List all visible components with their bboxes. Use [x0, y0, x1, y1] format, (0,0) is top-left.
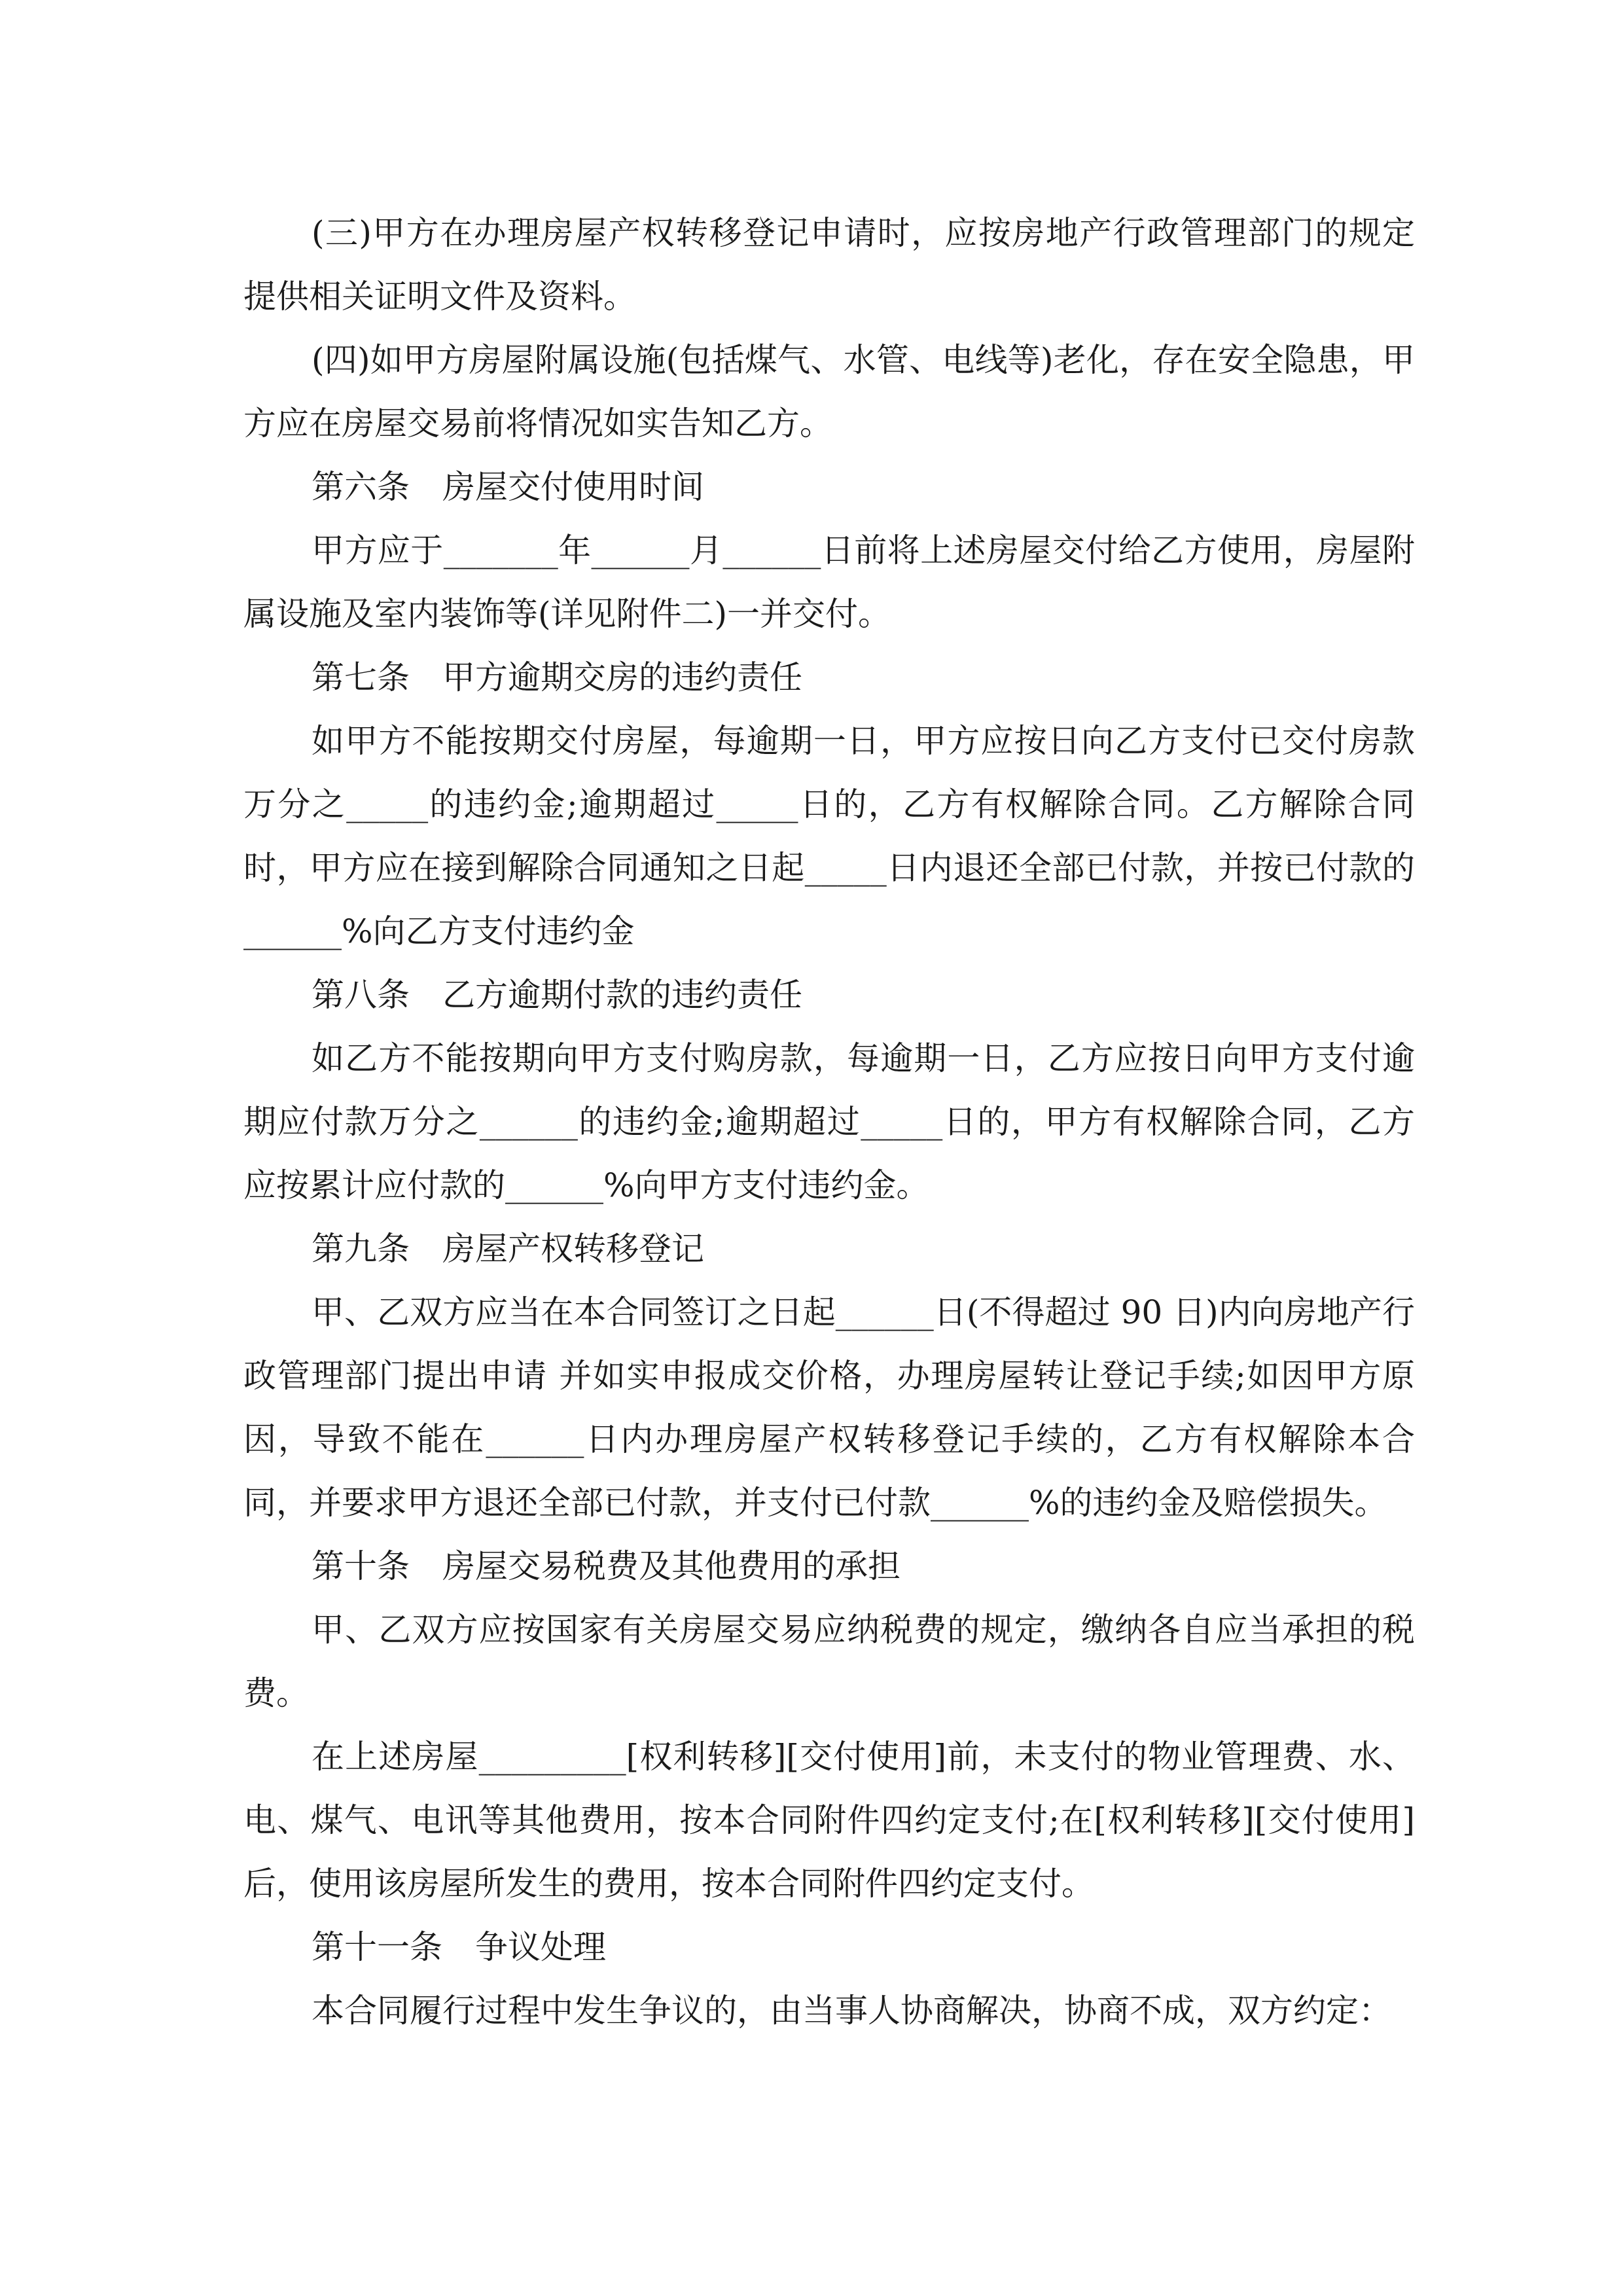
article-9-heading: 第九条 房屋产权转移登记	[312, 1230, 704, 1268]
article-11-heading: 第十一条 争议处理	[312, 1928, 606, 1966]
article-10-body-1: 甲、乙双方应按国家有关房屋交易应纳税费的规定，缴纳各自应当承担的税费。	[243, 1611, 1415, 1712]
article-8-heading: 第八条 乙方逾期付款的违约责任	[312, 976, 802, 1014]
article-10-body-2: 在上述房屋_________[权利转移][交付使用]前，未支付的物业管理费、水、电、煤气、电讯等其他费用，按本合同附件四约定支付;在[权利转移][交付使用]后，使用该房屋所发生的费用，按本合同附件四约定支付。	[243, 1738, 1415, 1903]
document-body	[243, 202, 1415, 2043]
article-7-body: 如甲方不能按期交付房屋，每逾期一日，甲方应按日向乙方支付已交付房款万分之_____的违约金;逾期超过_____日的，乙方有权解除合同。乙方解除合同时，甲方应在接到解除合同通知之日起_____日内退还全部已付款，并按已付款的______%向乙方支付违约金	[243, 722, 1415, 950]
article-11-body: 本合同履行过程中发生争议的，由当事人协商解决，协商不成，双方约定：	[312, 1992, 1391, 2030]
article-8-body: 如乙方不能按期向甲方支付购房款，每逾期一日，乙方应按日向甲方支付逾期应付款万分之______的违约金;逾期超过_____日的，甲方有权解除合同，乙方应按累计应付款的______%向甲方支付违约金。	[243, 1039, 1415, 1204]
article-6-heading: 第六条 房屋交付使用时间	[312, 468, 704, 506]
clause-item-4: (四)如甲方房屋附属设施(包括煤气、水管、电线等)老化，存在安全隐患，甲方应在房屋交易前将情况如实告知乙方。	[243, 341, 1415, 442]
article-6-body: 甲方应于_______年______月______日前将上述房屋交付给乙方使用，房屋附属设施及室内装饰等(详见附件二)一并交付。	[243, 531, 1415, 633]
article-10-heading: 第十条 房屋交易税费及其他费用的承担	[312, 1547, 901, 1585]
article-7-heading: 第七条 甲方逾期交房的违约责任	[312, 658, 802, 696]
article-9-body: 甲、乙双方应当在本合同签订之日起______日(不得超过 90 日)内向房地产行政管理部门提出申请 并如实申报成交价格，办理房屋转让登记手续;如因甲方原因，导致不能在______日内办理房屋产权转移登记手续的，乙方有权解除本合同，并要求甲方退还全部已付款，并支付已付款______%的违约金及赔偿损失。	[243, 1293, 1415, 1522]
clause-item-3: (三)甲方在办理房屋产权转移登记申请时，应按房地产行政管理部门的规定提供相关证明文件及资料。	[243, 214, 1415, 315]
